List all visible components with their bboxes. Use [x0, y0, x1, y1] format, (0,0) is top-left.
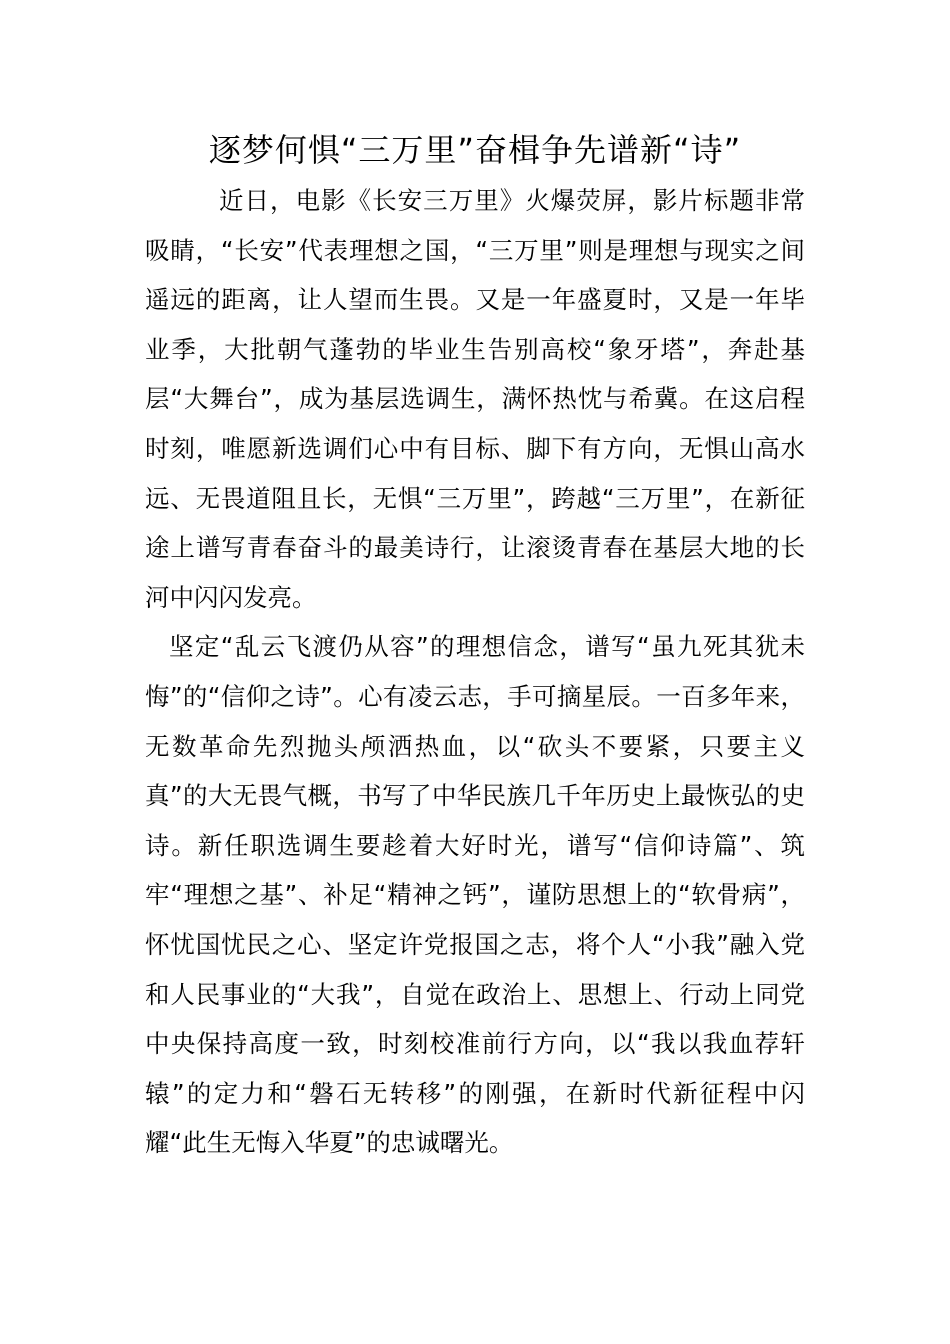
paragraph-intro: 近日，电影《长安三万里》火爆荧屏，影片标题非常吸睛，“长安”代表理想之国，“三万里”则是理想与现实之间遥远的距离，让人望而生畏。又是一年盛夏时，又是一年毕业季，大批朝气蓬勃的毕业生告别高校“象牙塔”，奔赴基层“大舞台”，成为基层选调生，满怀热忱与希冀。在这启程时刻，唯愿新选调们心中有目标、脚下有方向，无惧山高水远、无畏道阻且长，无惧“三万里”，跨越“三万里”，在新征途上谱写青春奋斗的最美诗行，让滚烫青春在基层大地的长河中闪闪发亮。	[145, 186, 805, 612]
document-title: 逐梦何惧“三万里”奋楫争先谱新“诗”	[208, 131, 742, 169]
document-body	[145, 176, 805, 1168]
paragraph-faith: 坚定“乱云飞渡仍从容”的理想信念，谱写“虽九死其犹未悔”的“信仰之诗”。心有凌云志，手可摘星辰。一百多年来，无数革命先烈抛头颅洒热血，以“砍头不要紧，只要主义真”的大无畏气概，书写了中华民族几千年历史上最恢弘的史诗。新任职选调生要趁着大好时光，谱写“信仰诗篇”、筑牢“理想之基”、补足“精神之钙”，谨防思想上的“软骨病”，怀忧国忧民之心、坚定许党报国之志，将个人“小我”融入党和人民事业的“大我”，自觉在政治上、思想上、行动上同党中央保持高度一致，时刻校准前行方向，以“我以我血荐轩辕”的定力和“磐石无转移”的刚强，在新时代新征程中闪耀“此生无悔入华夏”的忠诚曙光。	[145, 632, 805, 1158]
